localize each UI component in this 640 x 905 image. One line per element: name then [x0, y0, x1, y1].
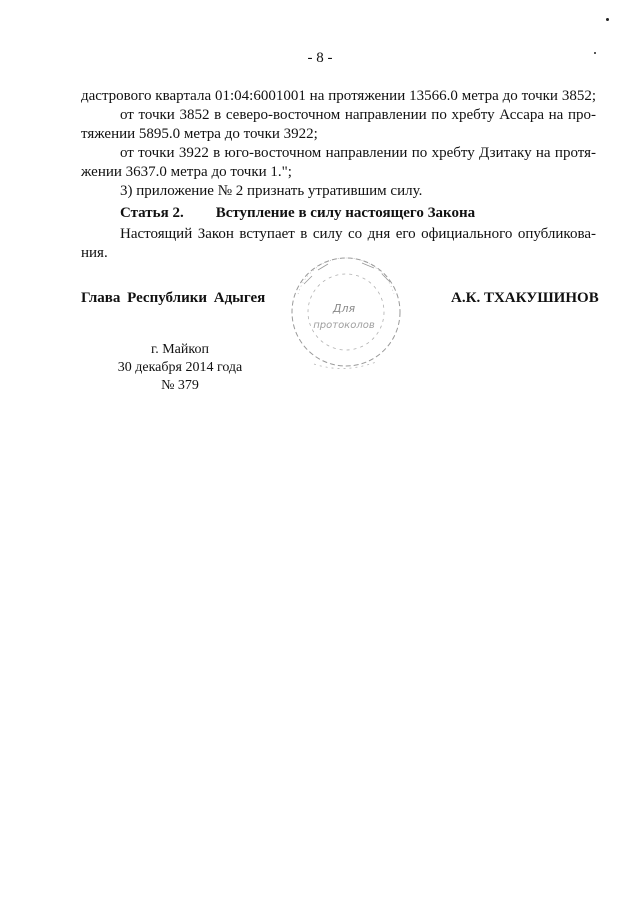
body-line-5: жении 3637.0 метра до точки 1.";	[81, 164, 292, 180]
scan-speck	[606, 18, 609, 21]
article-text-line-2: ния.	[81, 245, 108, 261]
article-number: Статья 2.	[120, 205, 184, 221]
date: 30 декабря 2014 года	[117, 360, 243, 375]
scan-speck	[594, 52, 596, 54]
place-date-block	[110, 341, 250, 395]
law-number: № 379	[161, 378, 199, 393]
seal-text-1: Для	[332, 302, 356, 315]
body-line-6: 3) приложение № 2 признать утратившим силу.	[120, 183, 423, 199]
body-line-4: от точки 3922 в юго-восточном направлении по хребту Дзитаку на протя-	[120, 145, 596, 161]
signatory-name: А.К. ТХАКУШИНОВ	[451, 290, 599, 306]
body-line-3: тяжении 5895.0 метра до точки 3922;	[81, 126, 318, 142]
official-seal	[284, 254, 414, 384]
body-line-1: дастрового квартала 01:04:6001001 на протяжении 13566.0 метра до точки 3852;	[81, 88, 596, 104]
page-number: - 8 -	[307, 50, 333, 66]
city: г. Майкоп	[151, 342, 209, 357]
article-text-line-1: Настоящий Закон вступает в силу со дня его официального опубликова-	[120, 226, 596, 242]
body-line-2: от точки 3852 в северо-восточном направлении по хребту Ассара на про-	[120, 107, 596, 123]
article-heading	[120, 205, 475, 222]
seal-text-2: протоколов	[313, 320, 375, 331]
article-title: Вступление в силу настоящего Закона	[215, 205, 476, 221]
signature-position: Глава Республики Адыгея	[81, 290, 266, 306]
